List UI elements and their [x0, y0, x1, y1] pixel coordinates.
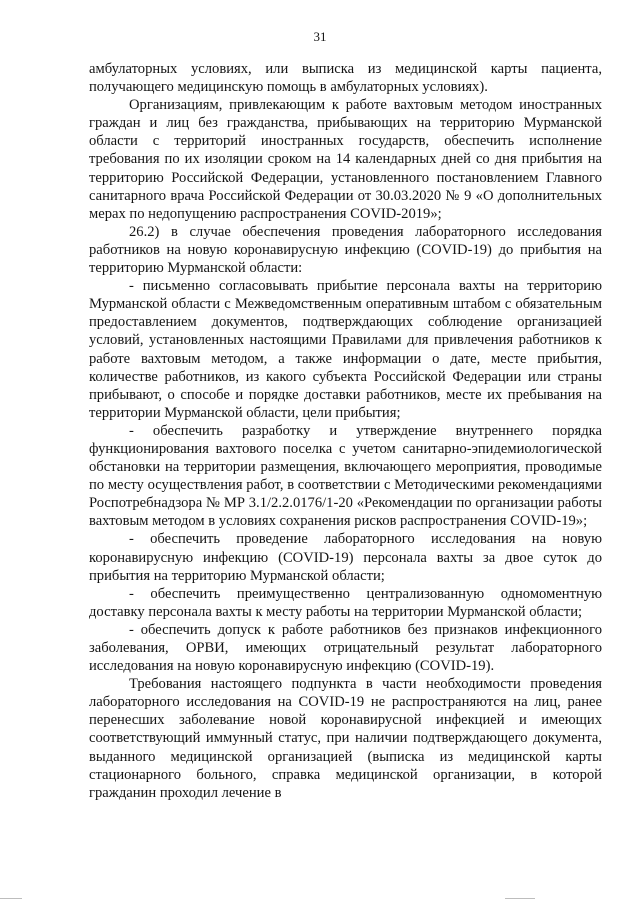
list-item: - обеспечить допуск к работе работников без признаков инфекционного заболевания, ОРВИ, имеющих отрицательный результат лабораторного исследования на новую коронавирусную инфекцию (COVID-19). — [89, 621, 602, 675]
list-item: - обеспечить разработку и утверждение внутреннего порядка функционирования вахтового поселка с учетом санитарно-эпидемиологической обстановки на территории размещения, включающего мероприятия, проводимые по месту осуществления работ, в соответствии с Методическими рекомендациями Роспотребнадзора № МР 3.1/2.2.0176/1-20 «Рекомендации по организации работы вахтовым методом в условиях сохранения рисков распространения COVID-19»; — [89, 422, 602, 530]
paragraph-requirements: Требования настоящего подпункта в части необходимости проведения лабораторного исследования на COVID-19 не распространяются на лиц, ранее перенесших заболевание новой коронавирусной инфекцией и имеющих соответствующий иммунный статус, при наличии подтверждающего документа, выданного медицинской организацией (выписка из медицинской карты стационарного больного, справка медицинской организации, в которой гражданин проходил лечение в — [89, 676, 602, 801]
paragraph-continuation: амбулаторных условиях, или выписка из медицинской карты пациента, получающего медицинскую помощь в амбулаторных условиях). — [89, 61, 602, 96]
scan-mark-right — [505, 898, 535, 899]
list-item: - обеспечить проведение лабораторного исследования на новую коронавирусную инфекцию (COVID-19) персонала вахты за двое суток до прибытия на территорию Мурманской области; — [89, 531, 602, 584]
page-number: 31 — [313, 29, 327, 44]
scan-mark-left — [0, 898, 22, 899]
list-item: - письменно согласовывать прибытие персонала вахты на территорию Мурманской области с Межведомственным оперативным штабом с обязательным предоставлением документов, подтверждающих соблюдение организацией условий, установленных настоящими Правилами для привлечения работников к работе вахтовым методом, а также информации о дате, месте прибытия, количестве работников, из какого субъекта Российской Федерации или страны прибывают, о способе и порядке доставки работников, месте их пребывания на территории Мурманской области, цели прибытия; — [89, 278, 602, 421]
list-item: - обеспечить преимущественно централизованную одномоментную доставку персонала вахты к месту работы на территории Мурманской области; — [89, 585, 602, 620]
document-body — [89, 60, 602, 802]
paragraph-organizations: Организациям, привлекающим к работе вахтовым методом иностранных граждан и лиц без гражданства, прибывающих на территорию Мурманской области с территорий иностранных государств, обеспечить исполнение требования по их изоляции сроком на 14 календарных дней со дня прибытия на территорию Российской Федерации, установленного постановлением Главного санитарного врача Российской Федерации от 30.03.2020 № 9 «О дополнительных мерах по недопущению распространения COVID-2019»; — [89, 97, 602, 222]
paragraph-clause-26-2: 26.2) в случае обеспечения проведения лабораторного исследования работников на новую коронавирусную инфекцию (COVID-19) до прибытия на территорию Мурманской области: — [89, 223, 602, 277]
